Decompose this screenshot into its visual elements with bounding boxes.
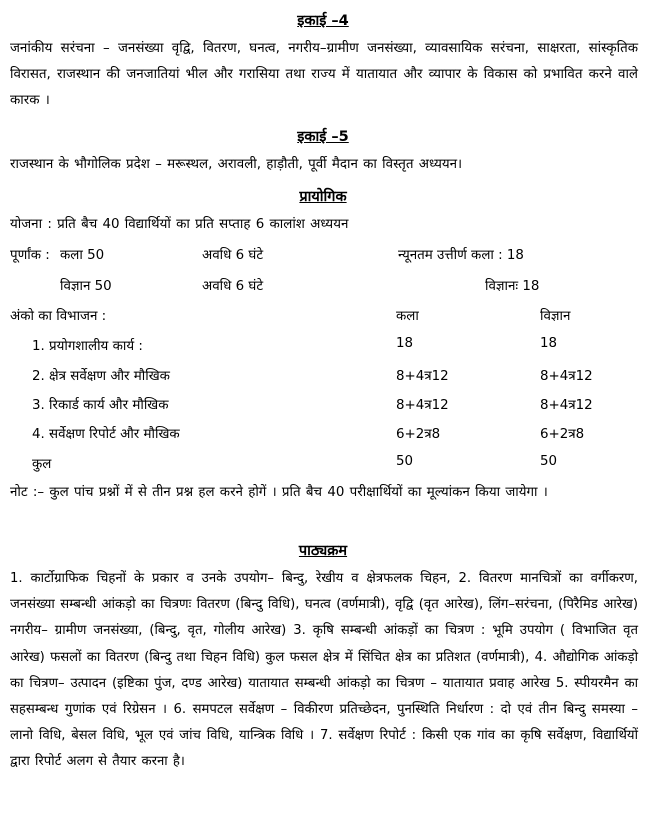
unit4-paragraph: जनांकीय सरंचना – जनसंख्या वृद्वि, वितरण, घनत्व, नगरीय–ग्रामीण जनसंख्या, व्यावसायिक सरंचना, साक्षरता, सांस्कृतिक विरासत, राजस्थान की जनजातियां भील और गरासिया तथा राज्य में यातायात और व्यापार के विकास को प्रभावित करने वाले कारक । bbox=[10, 41, 638, 108]
table-row bbox=[0, 366, 646, 390]
min-pass-arts: न्यूनतम उत्तीर्ण कला : 18 bbox=[398, 248, 524, 263]
syllabus-heading: पाठ्यक्रम bbox=[298, 543, 348, 559]
row-arts: 8+4त्र12 bbox=[396, 398, 449, 413]
duration-arts: अवधि 6 घंटे bbox=[202, 248, 264, 263]
column-arts-header: कला bbox=[396, 309, 419, 324]
distribution-header-row bbox=[0, 306, 646, 330]
total-label: कुल bbox=[32, 457, 52, 472]
row-label: 3. रिकार्ड कार्य और मौखिक bbox=[32, 398, 169, 413]
duration-science: अवधि 6 घंटे bbox=[202, 279, 264, 294]
row-arts: 6+2त्र8 bbox=[396, 427, 441, 442]
practical-plan: योजना : प्रति बैच 40 विद्यार्थियों का प्रति सप्ताह 6 कालांश अध्ययन bbox=[10, 217, 349, 232]
note-paragraph: नोट :– कुल पांच प्रश्नों में से तीन प्रश्न हल करने होगें । प्रति बैच 40 परीक्षार्थियों का मूल्यांकन किया जायेगा । bbox=[10, 485, 548, 500]
total-arts: 50 bbox=[396, 454, 414, 469]
syllabus-paragraph: 1. कार्टोग्राफिक चिहनों के प्रकार व उनके उपयोग– बिन्दु, रेखीय व क्षेत्रफलक चिहन, 2. वितरण मानचित्रों का वर्गीकरण, जनसंख्या सम्बन्धी आंकड़ो का चित्रणः वितरण (बिन्दु विधि), घनत्व (वर्णमात्री), वृद्वि (वृत आरेख), लिंग–सरंचना, (पिरैमिड आरेख) नगरीय– ग्रामीण जनसंख्या, (बिन्दु, वृत, गोलीय आरेख) 3. कृषि सम्बन्धी आंकड़ों का चित्रण : भूमि उपयोग ( विभाजित वृत आरेख) फसलों का वितरण (बिन्दु तथा चिहन विधि) कुल फसल क्षेत्र में सिंचित क्षेत्र का प्रतिशत (वर्णमात्री), 4. औद्योगिक आंकड़ो का चित्रण– उत्पादन (इष्टिका पुंज, दण्ड आरेख) यातायात सम्बन्धी आंकड़ो का चित्रण – यातायात प्रवाह आरेख 5. स्पीयरमैन का सहसम्बन्ध गुणांक एवं रिग्रेसन । 6. समपटल सर्वेक्षण – विकीरण प्रतिच्छेदन, पुनस्थिति निर्धारण : दो एवं तीन बिन्दु समस्या – लानो विधि, बेसल विधि, भूल एवं जांच विधि, यान्त्रिक विधि । 7. सर्वेक्षण रिपोर्ट : किसी एक गांव का कृषि सर्वेक्षण, विद्यार्थियों द्वारा रिपोर्ट अलग से तैयार करना है। bbox=[10, 571, 638, 770]
practical-heading: प्रायोगिक bbox=[299, 189, 347, 205]
row-science: 8+4त्र12 bbox=[540, 369, 593, 384]
row-science: 18 bbox=[540, 336, 558, 351]
unit5-heading: इकाई –5 bbox=[297, 129, 349, 145]
row-science: 8+4त्र12 bbox=[540, 398, 593, 413]
row-label: 1. प्रयोगशालीय कार्य : bbox=[32, 339, 143, 354]
row-arts: 18 bbox=[396, 336, 414, 351]
science-marks-row bbox=[0, 276, 646, 300]
row-science: 6+2त्र8 bbox=[540, 427, 585, 442]
total-row bbox=[0, 454, 646, 478]
arts-marks: कला 50 bbox=[60, 248, 105, 263]
table-row bbox=[0, 336, 646, 360]
column-science-header: विज्ञान bbox=[540, 309, 571, 324]
min-pass-science: विज्ञानः 18 bbox=[485, 279, 540, 294]
table-row bbox=[0, 395, 646, 419]
unit4-heading: इकाई –4 bbox=[297, 13, 349, 29]
unit5-paragraph: राजस्थान के भौगोलिक प्रदेश – मरूस्थल, अरावली, हाड़ौती, पूर्वी मैदान का विस्तृत अध्ययन। bbox=[10, 157, 463, 172]
row-arts: 8+4त्र12 bbox=[396, 369, 449, 384]
total-science: 50 bbox=[540, 454, 558, 469]
row-label: 4. सर्वेक्षण रिपोर्ट और मौखिक bbox=[32, 427, 180, 442]
full-marks-row bbox=[0, 245, 646, 269]
table-row bbox=[0, 424, 646, 448]
row-label: 2. क्षेत्र सर्वेक्षण और मौखिक bbox=[32, 369, 170, 384]
science-marks: विज्ञान 50 bbox=[60, 279, 112, 294]
distribution-label: अंको का विभाजन : bbox=[10, 309, 107, 324]
full-marks-label: पूर्णांक : bbox=[10, 248, 50, 263]
